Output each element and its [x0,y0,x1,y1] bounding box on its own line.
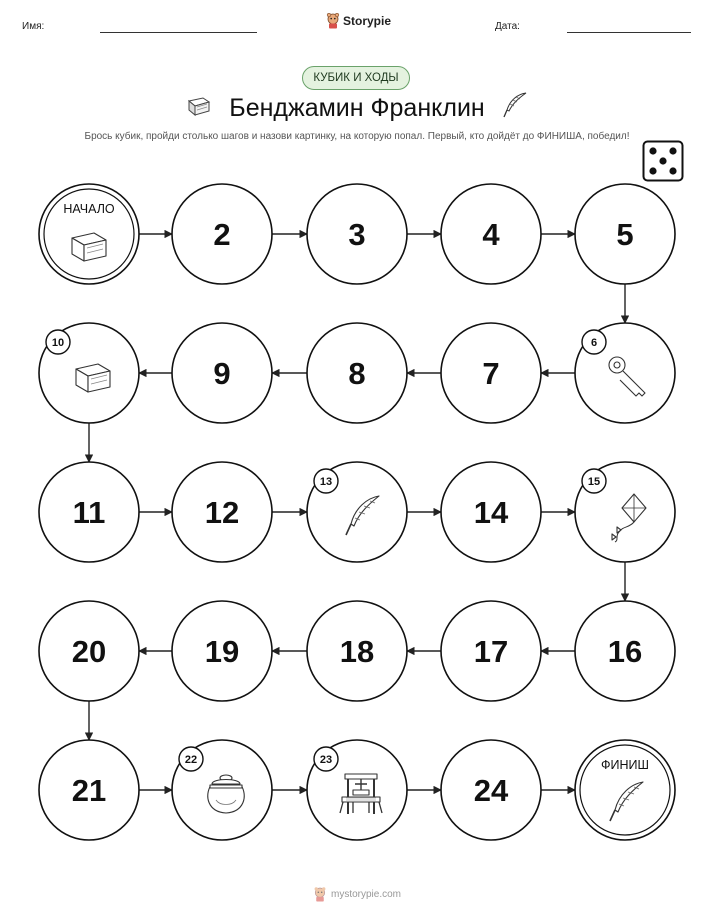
board-cell-3 [307,184,407,284]
board-cell-19 [172,601,272,701]
name-label: Имя: [22,21,45,32]
cell-number: 11 [72,495,106,530]
footer [0,887,714,902]
board-cell-10 [39,323,139,423]
cell-number: 14 [473,495,509,530]
cell-number: 2 [213,217,231,252]
start-label: НАЧАЛО [63,202,115,216]
cell-number: 17 [473,634,509,669]
cell-number: 9 [213,356,231,391]
footer-url[interactable]: mystorypie.com [330,889,401,900]
cell-number: 13 [319,476,333,488]
finish-label: ФИНИШ [601,758,649,772]
cell-circle [575,740,675,840]
category-badge: КУБИК И ХОДЫ [302,66,410,90]
cell-number: 15 [587,476,601,488]
cell-number: 23 [319,754,333,766]
board-cell-14 [441,462,541,562]
page-title: Бенджамин Франклин [229,94,485,122]
board-cell-23 [307,740,407,840]
board-cell-1 [39,184,139,284]
board-cell-18 [307,601,407,701]
cell-number: 7 [482,356,500,391]
board-cell-12 [172,462,272,562]
cell-number: 20 [71,634,107,669]
cell-number: 10 [51,337,65,349]
cell-number: 5 [616,217,634,252]
book-icon [72,233,106,261]
cell-number: 12 [204,495,240,530]
cell-number: 21 [71,773,107,808]
board-cell-20 [39,601,139,701]
cell-number: 24 [473,773,509,808]
board-cell-17 [441,601,541,701]
cell-number: 22 [184,754,198,766]
cell-number: 8 [348,356,366,391]
brand-name: Storypie [343,14,392,28]
board-cell-13 [307,462,407,562]
instructions: Брось кубик, пройди столько шагов и назови картинку, на которую попал. Первый, кто дойдёт до ФИНИША, победил! [84,131,630,142]
storypie-mascot-icon [313,887,327,902]
book-icon [76,364,110,392]
board-cell-21 [39,740,139,840]
board-cell-6 [575,323,675,423]
board-cell-15 [575,462,675,562]
cell-number: 19 [204,634,240,669]
board-cell-25 [575,740,675,840]
board-cell-11 [39,462,139,562]
board-cell-4 [441,184,541,284]
board-cells [39,184,675,840]
board-cell-22 [172,740,272,840]
board-cell-5 [575,184,675,284]
cell-number: 3 [348,217,366,252]
cell-number: 4 [482,217,500,252]
cell-number: 18 [339,634,375,669]
board-cell-9 [172,323,272,423]
date-label: Дата: [495,21,520,32]
cell-number: 16 [607,634,643,669]
cell-number: 6 [590,337,598,349]
board-cell-8 [307,323,407,423]
board-cell-24 [441,740,541,840]
board-cell-7 [441,323,541,423]
board-cell-2 [172,184,272,284]
board-cell-16 [575,601,675,701]
